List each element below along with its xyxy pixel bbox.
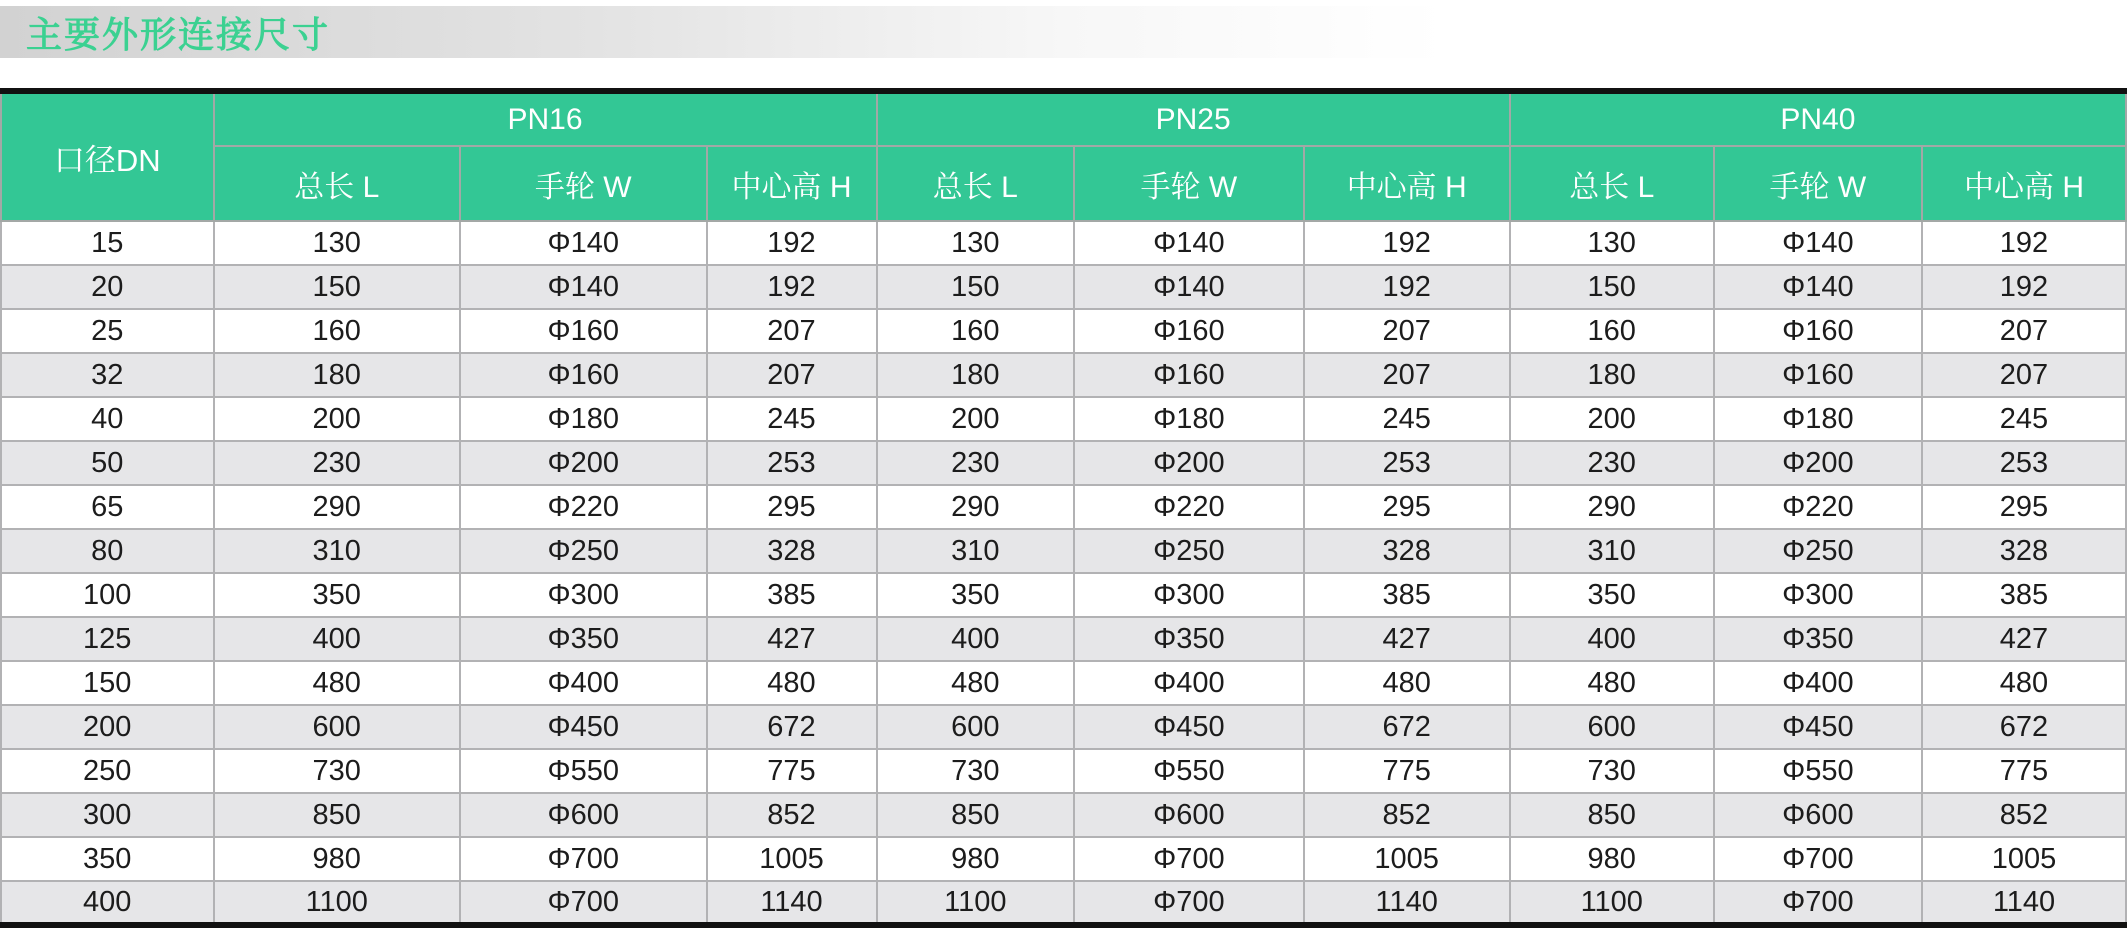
cell-value: 427 — [707, 617, 877, 661]
cell-value: Φ550 — [1074, 749, 1304, 793]
cell-value: 295 — [1922, 485, 2126, 529]
cell-value: 400 — [877, 617, 1075, 661]
group-header-pn40: PN40 — [1510, 91, 2126, 146]
column-header-pn25-handwheel: 手轮 W — [1074, 146, 1304, 221]
table-row — [1, 529, 2126, 573]
group-header-pn25: PN25 — [877, 91, 1510, 146]
table-row — [1, 265, 2126, 309]
cell-dn: 50 — [1, 441, 214, 485]
cell-value: 775 — [1304, 749, 1510, 793]
cell-value: Φ250 — [1074, 529, 1304, 573]
cell-value: 427 — [1922, 617, 2126, 661]
cell-value: 200 — [214, 397, 461, 441]
cell-value: 852 — [1304, 793, 1510, 837]
cell-value: 980 — [214, 837, 461, 881]
cell-value: 230 — [214, 441, 461, 485]
cell-value: 160 — [214, 309, 461, 353]
table-row — [1, 793, 2126, 837]
cell-dn: 32 — [1, 353, 214, 397]
cell-value: 427 — [1304, 617, 1510, 661]
cell-value: 160 — [877, 309, 1075, 353]
cell-value: 1100 — [214, 881, 461, 925]
cell-value: 245 — [707, 397, 877, 441]
cell-value: 1005 — [1304, 837, 1510, 881]
table-body — [1, 221, 2126, 925]
cell-value: 245 — [1922, 397, 2126, 441]
cell-value: 1140 — [1922, 881, 2126, 925]
column-header-pn16-centerheight: 中心高 H — [707, 146, 877, 221]
cell-value: 730 — [214, 749, 461, 793]
cell-value: Φ350 — [1714, 617, 1922, 661]
table-row — [1, 705, 2126, 749]
cell-value: 150 — [1510, 265, 1714, 309]
cell-dn: 15 — [1, 221, 214, 265]
table-row — [1, 661, 2126, 705]
cell-value: 150 — [214, 265, 461, 309]
cell-value: Φ450 — [1074, 705, 1304, 749]
cell-value: 290 — [214, 485, 461, 529]
sub-header-row — [1, 146, 2126, 221]
cell-value: Φ140 — [1074, 265, 1304, 309]
cell-value: Φ550 — [460, 749, 707, 793]
cell-value: 207 — [707, 309, 877, 353]
cell-value: 400 — [1510, 617, 1714, 661]
cell-value: 385 — [1922, 573, 2126, 617]
cell-dn: 400 — [1, 881, 214, 925]
cell-value: 350 — [1510, 573, 1714, 617]
cell-value: Φ220 — [1714, 485, 1922, 529]
cell-value: 290 — [1510, 485, 1714, 529]
cell-value: 328 — [1922, 529, 2126, 573]
cell-value: Φ400 — [460, 661, 707, 705]
table-row — [1, 485, 2126, 529]
cell-value: Φ600 — [1714, 793, 1922, 837]
cell-value: Φ160 — [460, 353, 707, 397]
cell-value: 150 — [877, 265, 1075, 309]
cell-value: Φ160 — [1714, 309, 1922, 353]
cell-value: 1005 — [707, 837, 877, 881]
cell-value: 207 — [707, 353, 877, 397]
cell-value: 230 — [1510, 441, 1714, 485]
cell-value: 310 — [877, 529, 1075, 573]
cell-value: Φ600 — [460, 793, 707, 837]
cell-value: Φ180 — [1714, 397, 1922, 441]
cell-value: 850 — [1510, 793, 1714, 837]
cell-value: Φ250 — [460, 529, 707, 573]
cell-dn: 200 — [1, 705, 214, 749]
cell-value: 480 — [1922, 661, 2126, 705]
cell-value: 980 — [1510, 837, 1714, 881]
cell-value: 730 — [877, 749, 1075, 793]
cell-value: 207 — [1304, 309, 1510, 353]
cell-value: 775 — [1922, 749, 2126, 793]
column-header-dn: 口径DN — [1, 91, 214, 221]
cell-value: Φ350 — [460, 617, 707, 661]
table-row — [1, 353, 2126, 397]
cell-value: 130 — [877, 221, 1075, 265]
table-row — [1, 573, 2126, 617]
cell-dn: 25 — [1, 309, 214, 353]
cell-value: Φ700 — [1714, 837, 1922, 881]
cell-value: 310 — [1510, 529, 1714, 573]
cell-value: 192 — [707, 265, 877, 309]
cell-dn: 100 — [1, 573, 214, 617]
cell-value: Φ700 — [1074, 837, 1304, 881]
cell-value: 852 — [1922, 793, 2126, 837]
cell-value: Φ400 — [1714, 661, 1922, 705]
cell-value: 130 — [1510, 221, 1714, 265]
cell-value: 480 — [707, 661, 877, 705]
cell-value: 230 — [877, 441, 1075, 485]
cell-value: 1100 — [877, 881, 1075, 925]
table-row — [1, 837, 2126, 881]
cell-value: 1140 — [1304, 881, 1510, 925]
cell-value: 600 — [877, 705, 1075, 749]
cell-value: Φ220 — [1074, 485, 1304, 529]
cell-value: Φ300 — [1714, 573, 1922, 617]
cell-value: 480 — [214, 661, 461, 705]
cell-value: 385 — [1304, 573, 1510, 617]
cell-value: 672 — [1922, 705, 2126, 749]
cell-value: 600 — [1510, 705, 1714, 749]
cell-value: 350 — [877, 573, 1075, 617]
cell-value: 253 — [1922, 441, 2126, 485]
cell-value: Φ140 — [460, 265, 707, 309]
cell-value: Φ250 — [1714, 529, 1922, 573]
cell-value: Φ140 — [1714, 265, 1922, 309]
table-row — [1, 309, 2126, 353]
column-header-pn40-centerheight: 中心高 H — [1922, 146, 2126, 221]
cell-value: 192 — [1922, 265, 2126, 309]
cell-value: 980 — [877, 837, 1075, 881]
cell-value: 192 — [1304, 221, 1510, 265]
column-header-pn25-length: 总长 L — [877, 146, 1075, 221]
cell-value: 328 — [707, 529, 877, 573]
cell-dn: 250 — [1, 749, 214, 793]
cell-value: Φ600 — [1074, 793, 1304, 837]
cell-value: Φ160 — [1074, 353, 1304, 397]
cell-value: 290 — [877, 485, 1075, 529]
cell-value: Φ700 — [460, 837, 707, 881]
table-header — [1, 91, 2126, 221]
cell-value: 350 — [214, 573, 461, 617]
cell-dn: 300 — [1, 793, 214, 837]
cell-value: 180 — [877, 353, 1075, 397]
cell-value: 1100 — [1510, 881, 1714, 925]
cell-dn: 20 — [1, 265, 214, 309]
table-row — [1, 749, 2126, 793]
cell-value: 672 — [1304, 705, 1510, 749]
cell-value: 672 — [707, 705, 877, 749]
cell-value: Φ140 — [1714, 221, 1922, 265]
column-header-pn25-centerheight: 中心高 H — [1304, 146, 1510, 221]
cell-value: Φ450 — [460, 705, 707, 749]
dimensions-table — [0, 88, 2127, 928]
table-row — [1, 397, 2126, 441]
column-header-pn16-handwheel: 手轮 W — [460, 146, 707, 221]
cell-value: 1005 — [1922, 837, 2126, 881]
cell-value: Φ450 — [1714, 705, 1922, 749]
cell-value: 180 — [1510, 353, 1714, 397]
cell-value: 480 — [1304, 661, 1510, 705]
cell-value: 295 — [707, 485, 877, 529]
table-row — [1, 441, 2126, 485]
cell-value: 852 — [707, 793, 877, 837]
group-header-pn16: PN16 — [214, 91, 877, 146]
cell-value: 295 — [1304, 485, 1510, 529]
cell-value: 850 — [214, 793, 461, 837]
group-header-row — [1, 91, 2126, 146]
cell-value: 775 — [707, 749, 877, 793]
cell-value: Φ200 — [1074, 441, 1304, 485]
cell-value: 180 — [214, 353, 461, 397]
cell-value: 192 — [707, 221, 877, 265]
cell-value: Φ140 — [460, 221, 707, 265]
cell-value: 310 — [214, 529, 461, 573]
cell-dn: 125 — [1, 617, 214, 661]
cell-dn: 80 — [1, 529, 214, 573]
cell-value: Φ700 — [1074, 881, 1304, 925]
column-header-pn16-length: 总长 L — [214, 146, 461, 221]
cell-value: Φ200 — [460, 441, 707, 485]
cell-value: Φ300 — [460, 573, 707, 617]
cell-value: 130 — [214, 221, 461, 265]
cell-value: 207 — [1304, 353, 1510, 397]
cell-value: Φ160 — [460, 309, 707, 353]
table-row — [1, 221, 2126, 265]
cell-value: Φ400 — [1074, 661, 1304, 705]
cell-value: Φ200 — [1714, 441, 1922, 485]
table-row — [1, 617, 2126, 661]
cell-value: 192 — [1304, 265, 1510, 309]
cell-value: 850 — [877, 793, 1075, 837]
cell-value: 160 — [1510, 309, 1714, 353]
cell-value: 245 — [1304, 397, 1510, 441]
cell-value: 480 — [1510, 661, 1714, 705]
column-header-pn40-handwheel: 手轮 W — [1714, 146, 1922, 221]
cell-value: Φ700 — [1714, 881, 1922, 925]
cell-value: 385 — [707, 573, 877, 617]
column-header-pn40-length: 总长 L — [1510, 146, 1714, 221]
cell-value: 207 — [1922, 353, 2126, 397]
section-title-banner — [0, 6, 2127, 58]
cell-value: 328 — [1304, 529, 1510, 573]
cell-value: Φ160 — [1074, 309, 1304, 353]
cell-value: 600 — [214, 705, 461, 749]
cell-value: 207 — [1922, 309, 2126, 353]
cell-dn: 150 — [1, 661, 214, 705]
cell-value: 400 — [214, 617, 461, 661]
cell-value: Φ550 — [1714, 749, 1922, 793]
cell-value: 253 — [1304, 441, 1510, 485]
cell-dn: 350 — [1, 837, 214, 881]
page-title: 主要外形连接尺寸 — [26, 13, 331, 55]
cell-value: 192 — [1922, 221, 2126, 265]
cell-value: 200 — [877, 397, 1075, 441]
cell-value: Φ140 — [1074, 221, 1304, 265]
cell-dn: 65 — [1, 485, 214, 529]
cell-value: Φ350 — [1074, 617, 1304, 661]
cell-value: 200 — [1510, 397, 1714, 441]
cell-dn: 40 — [1, 397, 214, 441]
cell-value: Φ180 — [1074, 397, 1304, 441]
cell-value: Φ220 — [460, 485, 707, 529]
cell-value: 480 — [877, 661, 1075, 705]
cell-value: 730 — [1510, 749, 1714, 793]
cell-value: Φ300 — [1074, 573, 1304, 617]
cell-value: 253 — [707, 441, 877, 485]
cell-value: Φ160 — [1714, 353, 1922, 397]
cell-value: 1140 — [707, 881, 877, 925]
table-row — [1, 881, 2126, 925]
cell-value: Φ180 — [460, 397, 707, 441]
cell-value: Φ700 — [460, 881, 707, 925]
